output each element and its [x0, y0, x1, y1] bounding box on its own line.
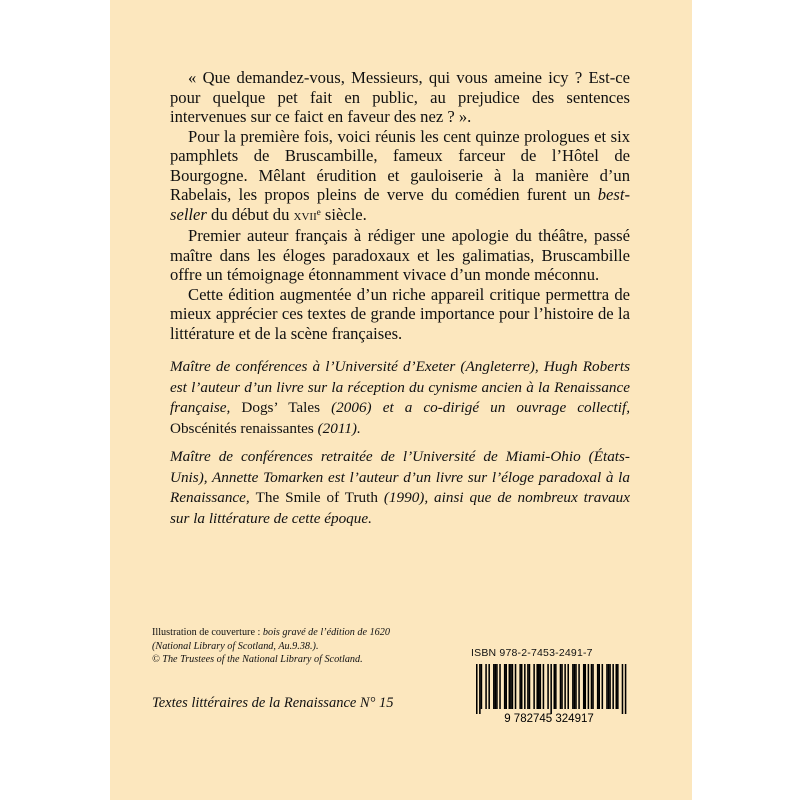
bio-text: Maître de conférences retraitée de l’Université de Miami-Ohio (États-Unis), Annette Tomarken est l’auteur d’un livre sur l’éloge paradoxal à la Renaissance,	[170, 448, 630, 506]
isbn-label: ISBN 978-2-7453-2491-7	[471, 647, 593, 659]
barcode-bar	[591, 664, 593, 709]
blurb-paragraph	[170, 127, 630, 227]
blurb-text-part: siècle.	[320, 204, 367, 224]
barcode-bar	[529, 664, 531, 709]
barcode-bar	[560, 664, 562, 709]
book-title: Obscénités renaissantes	[170, 419, 314, 437]
barcode-bar	[509, 664, 511, 709]
credit-source: (National Library of Scotland, Au.9.38.).	[152, 640, 319, 652]
isbn-barcode	[462, 664, 637, 724]
barcode-bar	[588, 664, 590, 709]
barcode-bar	[574, 664, 576, 709]
barcode-bar	[616, 664, 618, 709]
barcode-bar	[493, 664, 495, 709]
blurb-text	[170, 68, 630, 343]
barcode-bar	[524, 664, 526, 709]
barcode-bar	[625, 664, 627, 714]
blurb-quote: « Que demandez-vous, Messieurs, qui vous ameine icy ? Est-ce pour quelque pet fait en public, au prejudice des sentences intervenues sur ce faict en faveur des nez ? ».	[170, 68, 630, 126]
barcode-bar	[609, 664, 611, 709]
barcode-bar	[606, 664, 608, 709]
barcode-bar	[554, 664, 556, 709]
barcode-bar	[510, 664, 512, 709]
century-numeral: xvii	[293, 207, 317, 224]
barcode-bar	[533, 664, 535, 709]
barcode-bar	[583, 664, 585, 709]
barcode-bar	[521, 664, 523, 709]
barcode-bar	[476, 664, 478, 714]
blurb-emphasis: best-seller	[170, 185, 630, 224]
barcode-bar	[578, 664, 580, 709]
barcode-bar	[543, 664, 545, 709]
book-title: The Smile of Truth	[255, 489, 378, 506]
barcode-bar	[505, 664, 507, 709]
bio-text: (2006) et a co-dirigé un ouvrage collectif,	[320, 399, 630, 416]
barcode-bar	[602, 664, 604, 709]
barcode-bar	[495, 664, 497, 709]
barcode-bar	[564, 664, 566, 709]
barcode-bar	[496, 664, 498, 709]
barcode-digits: 9 782745 324917	[504, 713, 594, 724]
barcode-bar	[598, 664, 600, 709]
barcode-bar	[622, 664, 624, 714]
barcode-bar	[479, 664, 481, 714]
bio-text: (2011).	[313, 419, 361, 437]
barcode-bar	[540, 664, 542, 709]
book-title: Dogs’ Tales	[241, 399, 321, 416]
barcode-bar	[547, 664, 549, 709]
barcode-bar	[538, 664, 540, 709]
barcode-bar	[597, 664, 599, 709]
barcode-bar	[485, 664, 487, 709]
blurb-paragraph: Premier auteur français à rédiger une apologie du théâtre, passé maître dans les éloges paradoxaux et les galimatias, Bruscambille offre un témoignage étonnamment vivace d’un monde méconnu.	[170, 226, 630, 284]
author-bio-tomarken	[170, 447, 630, 529]
barcode-bar	[536, 664, 538, 709]
illustration-credit	[152, 626, 472, 667]
barcode-bar	[592, 664, 594, 709]
blurb-text-part: du début du	[206, 204, 294, 224]
bio-text: Maître de conférences à l’Université d’Exeter (Angleterre), Hugh Roberts est l’auteur d’un livre sur la réception du cynisme ancien à la Renaissance française,	[170, 358, 630, 416]
barcode-bar	[550, 664, 552, 714]
series-title: Textes littéraires de la Renaissance N° 15	[152, 695, 394, 711]
barcode-bar	[612, 664, 614, 709]
barcode-bar	[617, 664, 619, 709]
barcode-bar	[488, 664, 490, 709]
barcode-bar	[555, 664, 557, 709]
barcode-bar	[567, 664, 569, 709]
barcode-bar	[504, 664, 506, 709]
barcode-bar	[585, 664, 587, 709]
bio-text: (1990), ainsi que de nombreux travaux sur la littérature de cette époque.	[170, 489, 631, 527]
century-superscript: e	[316, 206, 321, 217]
barcode-bar	[575, 664, 577, 709]
author-bio-roberts	[170, 357, 630, 439]
barcode-bar	[561, 664, 563, 709]
credit-description: bois gravé de l’édition de 1620	[262, 627, 390, 638]
blurb-paragraph: Cette édition augmentée d’un riche appareil critique permettra de mieux apprécier ces textes de grande importance pour l’histoire de la littérature et de la scène françaises.	[170, 284, 630, 343]
barcode-bar	[527, 664, 529, 709]
back-cover	[110, 0, 692, 800]
barcode-bar	[519, 664, 521, 709]
barcode-bar	[608, 664, 610, 709]
barcode-bar	[499, 664, 501, 709]
barcode-bar	[515, 664, 517, 709]
barcode-bar	[572, 664, 574, 709]
credit-copyright: © The Trustees of the National Library of Scotland.	[152, 654, 363, 665]
barcode-bar	[481, 664, 483, 709]
credit-label: Illustration de couverture :	[152, 627, 263, 638]
blurb-text-part: Pour la première fois, voici réunis les cent quinze prologues et six pamphlets de Bruscambille, fameux farceur de l’Hôtel de Bourgogne. Mêlant érudition et gauloiserie à la manière d’un Rabelais, les propos pleins de verve du comédien furent un	[170, 126, 630, 204]
barcode-bar	[512, 664, 514, 709]
